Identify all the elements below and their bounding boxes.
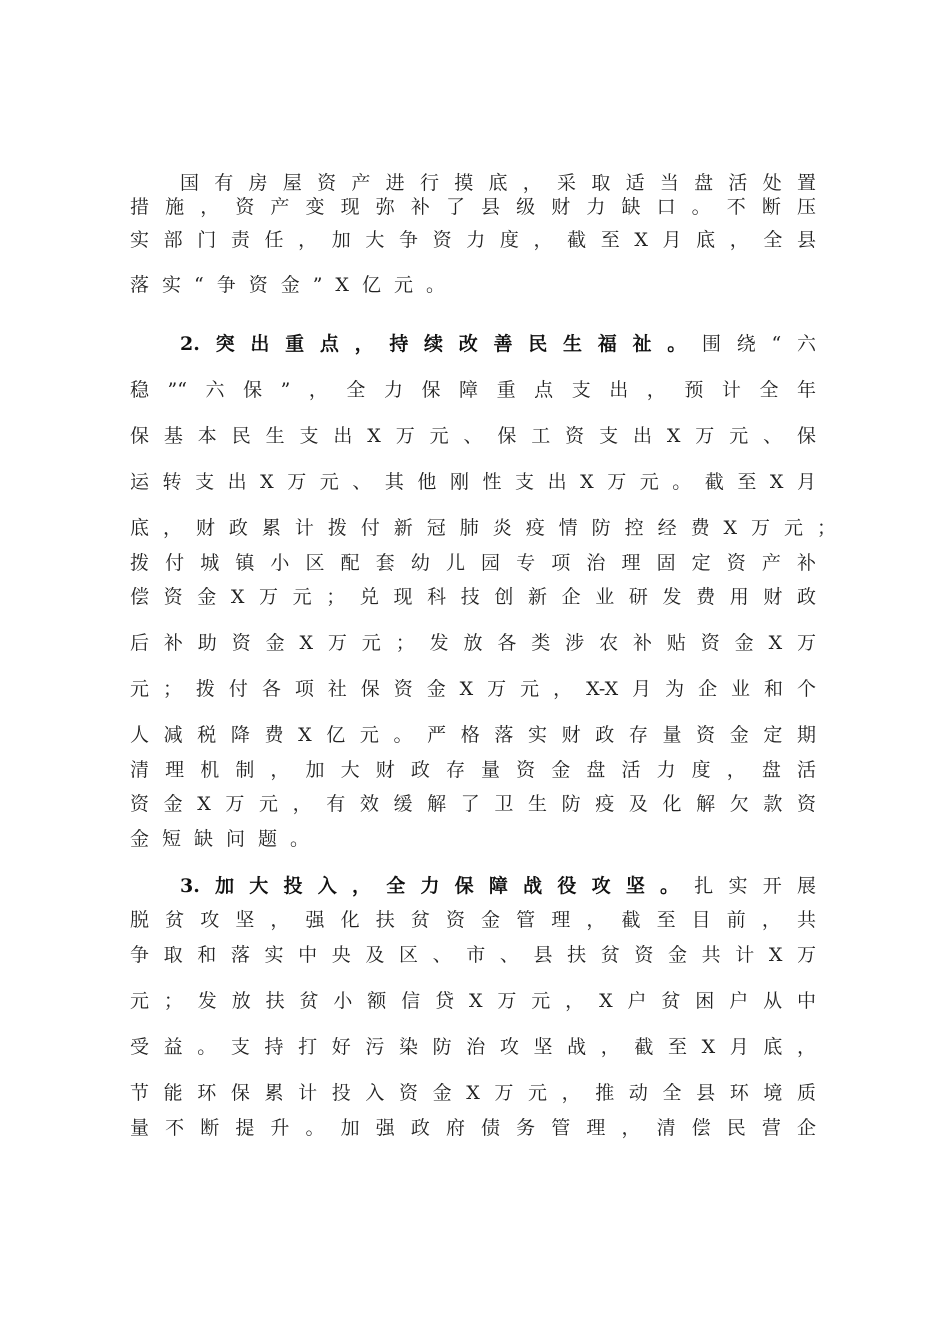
text-line: 争取和落实中央及区、市、县扶贫资金共计X万 [130, 944, 816, 966]
text-line: 量不断提升。加强政府债务管理，清偿民营企 [130, 1117, 816, 1139]
text-line: 受益。支持打好污染防治攻坚战，截至X月底， [130, 1036, 816, 1058]
text-line: 稳”“六保”，全力保障重点支出，预计全年 [130, 379, 816, 401]
section-heading: 2.突出重点，持续改善民生福祉。 [180, 333, 703, 355]
text-line: 金短缺问题。 [130, 828, 323, 850]
section-heading-line: 3.加大投入，全力保障战役攻坚。扎实开展 [180, 875, 816, 897]
text-line: 人减税降费X亿元。严格落实财政存量资金定期 [130, 724, 816, 746]
section-heading-line: 2.突出重点，持续改善民生福祉。围绕“六 [180, 333, 817, 355]
text-line: 后补助资金X万元；发放各类涉农补贴资金X万 [130, 632, 816, 654]
text-line: 拨付城镇小区配套幼儿园专项治理固定资产补 [130, 552, 816, 574]
text-line: 实部门责任，加大争资力度，截至X月底，全县 [130, 229, 816, 251]
text-line: 落实“争资金”X亿元。 [130, 274, 458, 296]
section-heading: 3.加大投入，全力保障战役攻坚。 [180, 875, 695, 897]
text-line: 资金X万元，有效缓解了卫生防疫及化解欠款资 [130, 793, 816, 815]
text-line: 节能环保累计投入资金X万元，推动全县环境质 [130, 1082, 816, 1104]
text-line: 脱贫攻坚，强化扶贫资金管理，截至目前，共 [130, 909, 816, 931]
text-line: 元；拨付各项社保资金X万元，X-X月为企业和个 [130, 678, 816, 700]
text-line: 国有房屋资产进行摸底，采取适当盘活处置 [180, 172, 816, 194]
text-line: 底，财政累计拨付新冠肺炎疫情防控经费X万元； [130, 517, 836, 539]
text-line: 运转支出X万元、其他刚性支出X万元。截至X月 [130, 471, 816, 493]
text-line: 偿资金X万元；兑现科技创新企业研发费用财政 [130, 586, 816, 608]
text-line: 保基本民生支出X万元、保工资支出X万元、保 [130, 425, 816, 447]
text-line: 措施，资产变现弥补了县级财力缺口。不断压 [130, 196, 816, 218]
text-line: 清理机制，加大财政存量资金盘活力度，盘活 [130, 759, 816, 781]
text-line: 元；发放扶贫小额信贷X万元，X户贫困户从中 [130, 990, 816, 1012]
